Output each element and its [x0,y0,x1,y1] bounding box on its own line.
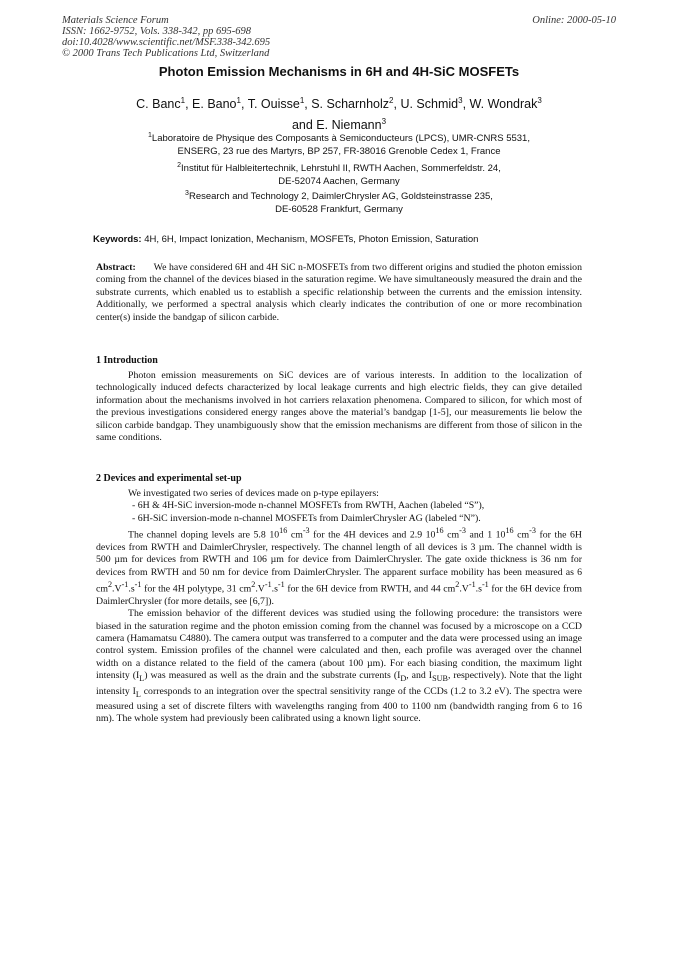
affiliation-number: 1 [148,132,152,139]
author: T. Ouisse [247,97,300,112]
affiliation-line: Institut für Halbleitertechnik, Lehrstuhl II, RWTH Aachen, Sommerfeldstr. 24, [181,163,501,175]
affiliation-2 [90,160,588,188]
journal-header [62,15,270,59]
device-bullet: - 6H & 4H-SiC inversion-mode n-channel MOSFETs from RWTH, Aachen (labeled “S”), [132,500,485,512]
section-2-paragraph-1: The channel doping levels are 5.8 $10^{16}$ $cm^{-3}$ for the 4H devices and 2.9 $10^{16}$ $cm^{-3}$ and 1 $10^{16}$ $cm^{-3}$ for the 6H devices from RWTH and DaimlerChrysler, respectively. The channel length of all devices is 3 µm. The channel width is 500 µm for devices from RWTH and 106 µm for device from DaimlerChrysler. The gate oxide thickness is 36 nm for devices from RWTH and 50 nm for device from DaimlerChrysler. The apparent surface mobility has been measured as 6 $cm^2.V^{-1}.s^{-1}$ for the 4H polytype, 31 $cm^2.V^{-1}.s^{-1}$ for the 6H device from RWTH, and 44 $cm^2.V^{-1}.s^{-1}$ for the 6H device from DaimlerChrysler (for more details, see [6,7]). [96,526,582,607]
affiliation-line: DE-60528 Frankfurt, Germany [275,203,403,215]
author-affiliation-mark: 2 [389,96,394,105]
author: C. Banc [136,97,181,112]
author-affiliation-mark: 3 [537,96,542,105]
author-line-1: C. Banc$^1$, E. Bano$^1$, T. Ouisse$^1$, S. Scharnholz$^2$, U. Schmid$^3$, W. Wondrak$^3$ [136,96,542,112]
journal-doi: doi:10.4028/www.scientific.net/MSF.338-342.695 [62,37,271,48]
affiliation-number: 3 [185,190,189,197]
section-2-paragraph-2: The emission behavior of the different devices was studied using the following procedure: the transistors were biased in the saturation regime and the photon emission coming from the channel was focused by a microscope on a CCD camera (Hamamatsu C4880). The camera output was transferred to a computer and the data were processed using an image control system. Emission profiles of the channel were calculated and then, each profile was averaged over the channel width on a distance related to the field of the camera (about 100 µm). For each biasing condition, the maximum light intensity $(I_L)$ was measured as well as the drain and the substrate currents ($I_D$, and $I_{SUB}$, respectively). Note that the light intensity $I_L$ corresponds to an integration over the spectral sensitivity range of the CCDs (1.2 to 3.2 eV). The spectra were measured using a set of discrete filters with wavelengths ranging from 400 to 1100 nm (bandwidth ranging from 6 to 16 nm). The whole system had previously been calibrated using a known light source. [96,608,582,725]
affiliation-line: Laboratoire de Physique des Composants à Semiconducteurs (LPCS), UMR-CNRS 5531, [151,133,530,145]
author-conjunction: and [291,118,317,133]
affiliation-3 [90,188,588,216]
abstract-text: We have considered 6H and 4H SiC n-MOSFETs from two different origins and studied the photon emission coming from the channel of the devices biased in the saturation regime. We have simultaneously measured the drain and the substrate currents, which enabled us to establish a specific relationship between the currents and the emission intensity. Additionally, we performed a spectral analysis which clearly indicates the contribution of one or more recombination center(s) inside the bandgap of silicon carbide. [96,262,582,323]
author: U. Schmid [400,97,459,112]
affiliation-1 [90,130,588,158]
section-1-body [96,370,582,444]
paper-title: Photon Emission Mechanisms in 6H and 4H-SiC MOSFETs [158,64,520,79]
author-affiliation-mark: 1 [236,96,241,105]
keywords-text: 4H, 6H, Impact Ionization, Mechanism, MOSFETs, Photon Emission, Saturation [144,234,479,245]
author-affiliation-mark: 1 [180,96,186,105]
section-2-heading: 2 Devices and experimental set-up [96,473,242,484]
section-1-heading: 1 Introduction [96,355,158,366]
keywords [93,234,478,245]
affiliation-number: 2 [177,162,182,169]
abstract-label: Abstract: [96,262,136,273]
device-bullet: - 6H-SiC inversion-mode n-channel MOSFETs from DaimlerChrysler AG (labeled “N”). [132,512,481,524]
journal-copyright: © 2000 Trans Tech Publications Ltd, Switzerland [62,48,270,59]
abstract [96,262,582,324]
keywords-label: Keywords: [93,234,142,245]
affiliation-line: Research and Technology 2, DaimlerChrysler AG, Goldsteinstrasse 235, [188,191,493,203]
journal-name: Materials Science Forum [62,15,169,26]
author-affiliation-mark: 3 [458,96,463,105]
author-list [80,92,598,134]
affiliation-line: ENSERG, 23 rue des Martyrs, BP 257, FR-38016 Grenoble Cedex 1, France [177,145,501,157]
section-2-body [96,488,582,726]
author: E. Niemann [316,118,382,133]
author: W. Wondrak [469,97,538,112]
section-1-paragraph: Photon emission measurements on SiC devices are of various interests. In addition to the localization of technologically induced defects characterized by local leakage currents and high electric fields, they can give detailed information about the mechanisms involved in hot carriers relaxation phenomena. Compared to silicon, for which most of the previous investigations considered energy ranges above the material’s bandgap [1-5], our measurements lie below the silicon carbide bandgap. They unambiguously show that the emission mechanisms are different from those of silicon in the same conditions. [96,370,582,444]
journal-issn: ISSN: 1662-9752, Vols. 338-342, pp 695-698 [62,26,251,37]
author-affiliation-mark: 1 [299,96,305,105]
affiliation-line: DE-52074 Aachen, Germany [278,175,400,187]
author: S. Scharnholz [311,97,390,112]
section-2-intro: We investigated two series of devices made on p-type epilayers: [128,488,379,499]
online-date: Online: 2000-05-10 [532,15,616,26]
author: E. Bano [192,97,237,112]
author-affiliation-mark: 3 [381,117,387,127]
